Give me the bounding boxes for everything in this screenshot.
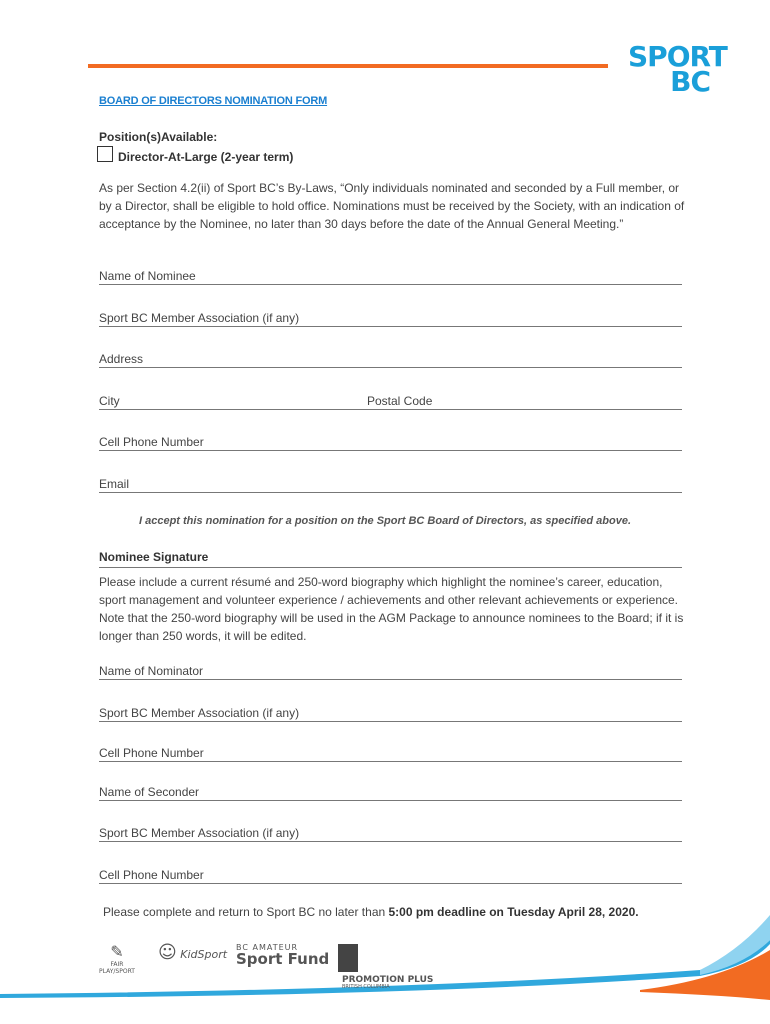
seconder-name-field[interactable]: [99, 786, 682, 801]
seconder-cell-label: Cell Phone Number: [99, 868, 204, 882]
nominee-name-field[interactable]: [99, 270, 682, 285]
bylaws-paragraph: As per Section 4.2(ii) of Sport BC’s By-Laws, “Only individuals nominated and seconded by a Full member, or by a Director, shall be eligible to hold office. Nominations must be received by the Society, with an indication of acceptance by the Nominee, no later than 30 days before the date of the Annual General Meeting.”: [99, 181, 685, 231]
nominee-address-label: Address: [99, 352, 144, 366]
nominee-address-field[interactable]: [99, 353, 682, 368]
nominee-postal-label: Postal Code: [367, 394, 433, 408]
deadline-date: 5:00 pm deadline on Tuesday April 28, 2020.: [388, 905, 639, 919]
logo-line1: SPORT: [628, 40, 727, 73]
sport-fund-line2: Sport Fund: [236, 950, 330, 968]
nominator-association-label: Sport BC Member Association (if any): [99, 706, 300, 720]
nominee-signature-label: Nominee Signature: [99, 550, 209, 564]
nominator-association-field[interactable]: [99, 707, 682, 722]
kidsport-logo: [158, 942, 227, 963]
acceptance-statement: I accept this nomination for a position on the Sport BC Board of Directors, as specified above.: [138, 515, 631, 527]
promotion-plus-icon: [338, 944, 358, 972]
partner-logos: [92, 942, 442, 990]
promotion-plus-line2: BRITISH COLUMBIA: [342, 983, 390, 990]
kidsport-runner-icon: ☺: [158, 942, 177, 963]
nominee-signature-line[interactable]: [99, 567, 682, 568]
seconder-association-label: Sport BC Member Association (if any): [99, 826, 300, 840]
logo-line2: BC: [670, 65, 710, 99]
nominee-cell-field[interactable]: [99, 436, 682, 451]
fair-play-logo: [92, 942, 142, 975]
nominee-email-label: Email: [99, 477, 130, 491]
seconder-cell-field[interactable]: [99, 869, 682, 884]
fair-play-icon: ✎: [110, 942, 124, 961]
nominee-name-label: Name of Nominee: [99, 269, 196, 283]
nominee-association-label: Sport BC Member Association (if any): [99, 311, 300, 325]
promotion-plus-line1: PROMOTION PLUS: [342, 974, 434, 985]
nominator-name-field[interactable]: [99, 665, 682, 680]
nominator-cell-field[interactable]: [99, 747, 682, 762]
nominee-association-field[interactable]: [99, 312, 682, 327]
nominee-city-label: City: [99, 394, 120, 408]
fair-play-text: FAIR PLAY/SPORT: [99, 961, 135, 975]
promotion-plus-text: [342, 976, 433, 990]
kidsport-text: KidSport: [180, 948, 228, 961]
nominator-cell-label: Cell Phone Number: [99, 746, 204, 760]
deadline-notice: [103, 905, 639, 919]
instructions-paragraph: Please include a current résumé and 250-word biography which highlight the nominee’s career, education, sport management and volunteer experience / achievements and other relevant achievements or experience. Note that the 250-word biography will be used in the AGM Package to announce nominees to the Board; if it is longer than 250 words, it will be edited.: [99, 575, 684, 643]
deadline-text: Please complete and return to Sport BC no later than: [103, 905, 389, 919]
top-orange-bar: [88, 64, 608, 68]
director-at-large-checkbox[interactable]: [97, 146, 113, 162]
seconder-association-field[interactable]: [99, 827, 682, 842]
bc-amateur-sport-fund-logo: [236, 944, 329, 967]
form-title: BOARD OF DIRECTORS NOMINATION FORM: [99, 95, 328, 107]
sport-fund-line1: BC AMATEUR: [236, 943, 299, 952]
positions-label: Position(s)Available:: [99, 130, 218, 144]
sport-bc-logo: [628, 40, 727, 99]
nominator-name-label: Name of Nominator: [99, 664, 204, 678]
seconder-name-label: Name of Seconder: [99, 785, 200, 799]
position-item-label: Director-At-Large (2-year term): [118, 150, 294, 164]
nominee-email-field[interactable]: [99, 478, 682, 493]
nominee-city-postal-field[interactable]: [99, 395, 682, 410]
nominee-cell-label: Cell Phone Number: [99, 435, 204, 449]
promotion-plus-logo: [338, 944, 442, 991]
